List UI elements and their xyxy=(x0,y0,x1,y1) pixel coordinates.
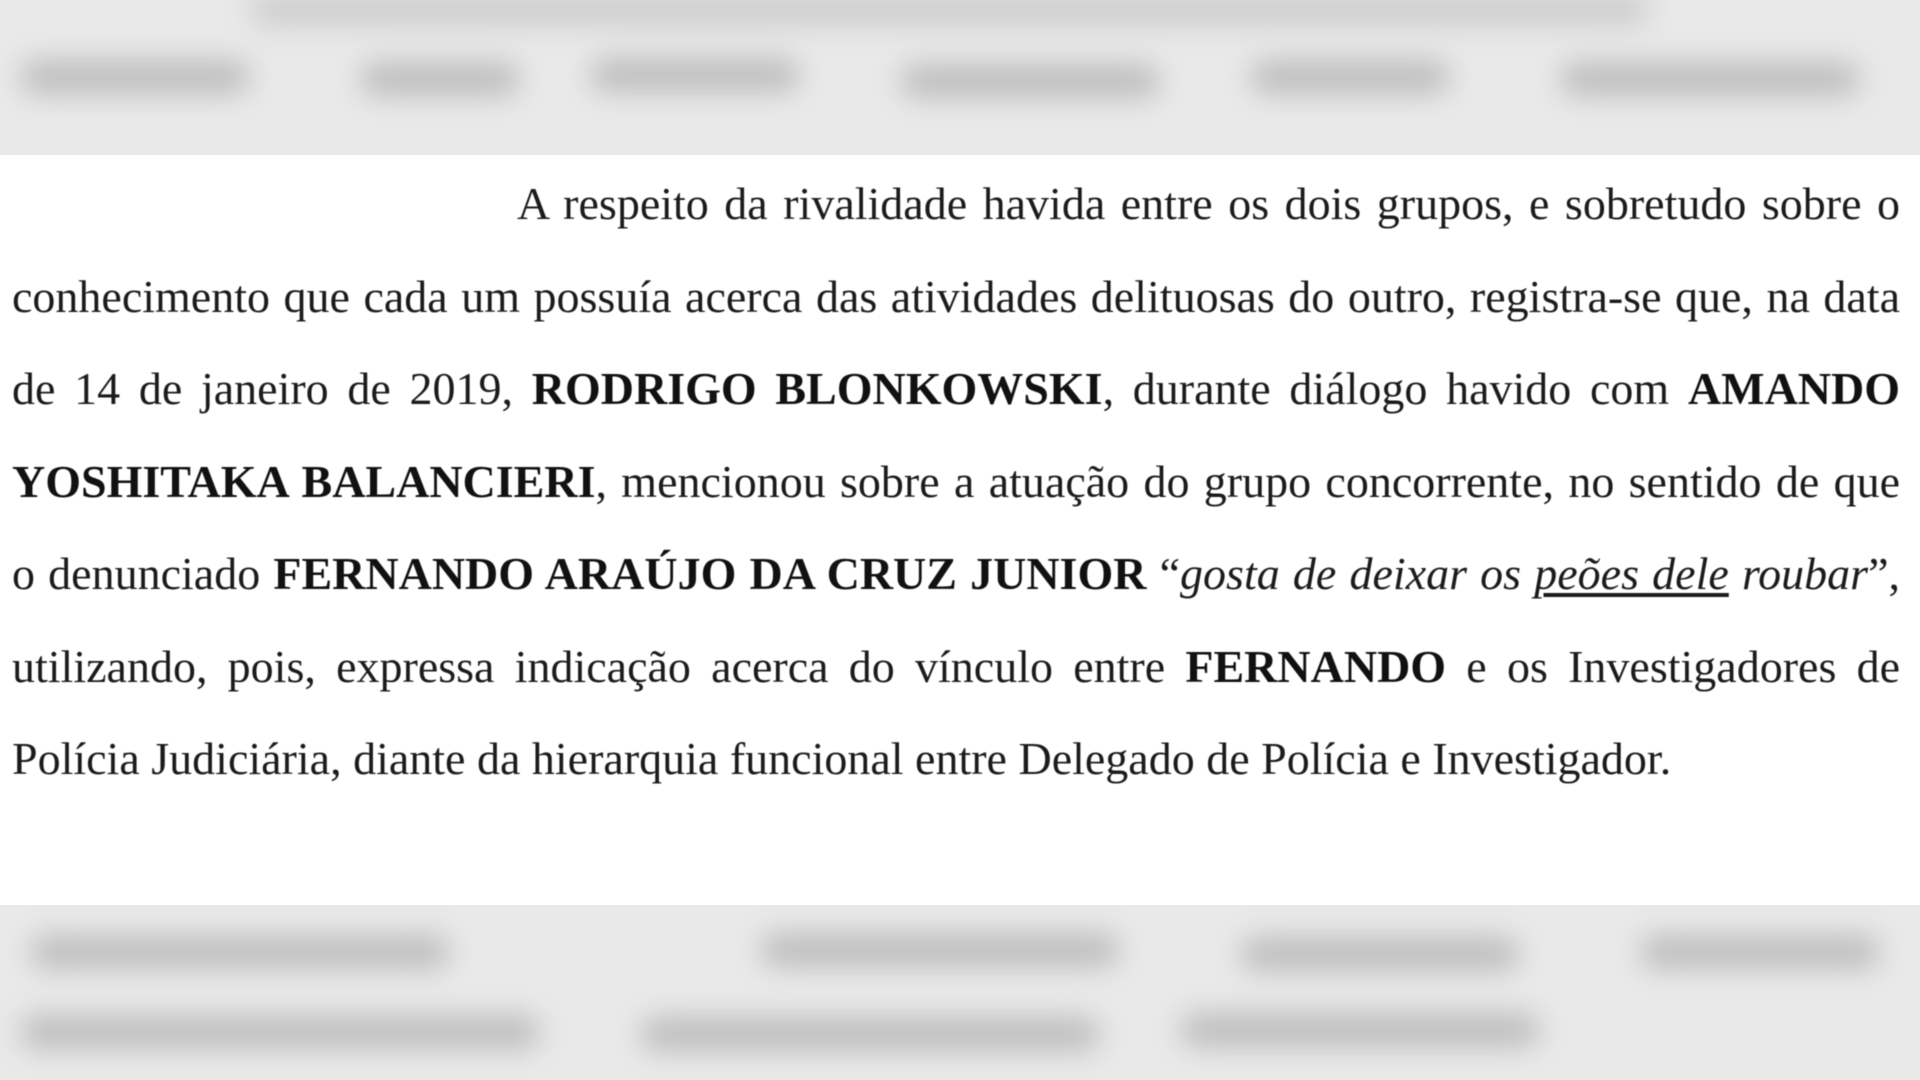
paragraph-text: A respeito da rivalidade havida entre os dois grupos, e sobretudo sobre o conhecimento que cada um possuía acerca das atividades delituosas do outro, registra-se que, na data de 14 de janeiro de 2019, xyxy=(12,178,1900,414)
open-quote: “ xyxy=(1146,548,1181,599)
paragraph-text: ”, utilizando, pois, expressa indicação acerca do vínculo entre xyxy=(12,548,1900,692)
paragraph-text: , durante diálogo havido com xyxy=(1102,363,1688,414)
bold-name-amando: AMANDO YOSHITAKA BALANCIERI xyxy=(12,363,1901,507)
blurred-text-above xyxy=(0,0,1920,155)
quoted-text: roubar xyxy=(1728,548,1869,599)
document-paragraph xyxy=(12,158,1900,806)
underlined-quoted-text: peões dele xyxy=(1534,548,1729,599)
bold-name-rodrigo: RODRIGO BLONKOWSKI xyxy=(531,363,1103,414)
paragraph-text: , mencionou sobre a atuação do grupo concorrente, no sentido de que o denunciado xyxy=(12,455,1900,599)
blurred-text-below xyxy=(0,905,1920,1080)
bold-name-fernando-full: FERNANDO ARAÚJO DA CRUZ JUNIOR xyxy=(273,548,1147,599)
paragraph-text: e os Investigadores de Polícia Judiciária, diante da hierarquia funcional entre Delegado de Polícia e Investigador. xyxy=(12,640,1900,784)
quoted-text: gosta de deixar os xyxy=(1180,548,1535,599)
bold-name-fernando: FERNANDO xyxy=(1185,640,1447,692)
quoted-speech xyxy=(1180,548,1868,599)
